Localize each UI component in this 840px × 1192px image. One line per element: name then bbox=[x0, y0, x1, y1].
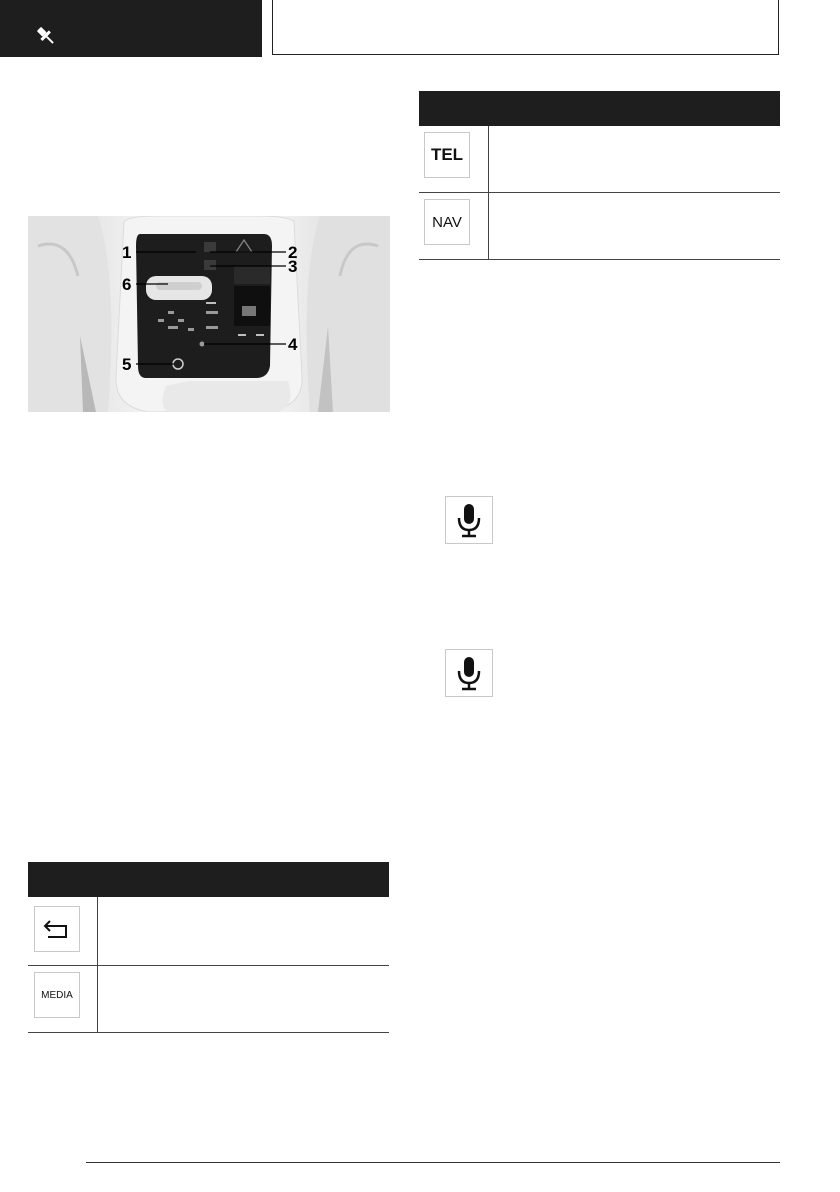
callout-4: 4 bbox=[288, 335, 298, 354]
right-table-bottom-line bbox=[419, 259, 780, 260]
right-table-divider bbox=[488, 126, 489, 260]
microphone-icon bbox=[445, 496, 493, 544]
right-table-header bbox=[419, 91, 780, 126]
right-table-row-separator bbox=[419, 192, 780, 193]
back-arrow-icon bbox=[34, 906, 80, 952]
callout-6: 6 bbox=[122, 275, 132, 294]
callout-1: 1 bbox=[122, 243, 132, 262]
left-table-row-separator bbox=[28, 965, 389, 966]
media-button-icon: MEDIA bbox=[34, 972, 80, 1018]
callout-3: 3 bbox=[288, 257, 298, 276]
left-table-header bbox=[28, 862, 389, 897]
footer-rule bbox=[86, 1162, 780, 1163]
nav-button-icon: NAV bbox=[424, 199, 470, 245]
microphone-icon bbox=[445, 649, 493, 697]
tel-button-icon: TEL bbox=[424, 132, 470, 178]
header-title-box bbox=[272, 0, 779, 55]
control-panel-photo bbox=[28, 216, 390, 412]
pin-icon bbox=[34, 24, 58, 48]
left-table-bottom-line bbox=[28, 1032, 389, 1033]
callout-5: 5 bbox=[122, 355, 132, 374]
callout-2: 2 bbox=[288, 243, 298, 262]
